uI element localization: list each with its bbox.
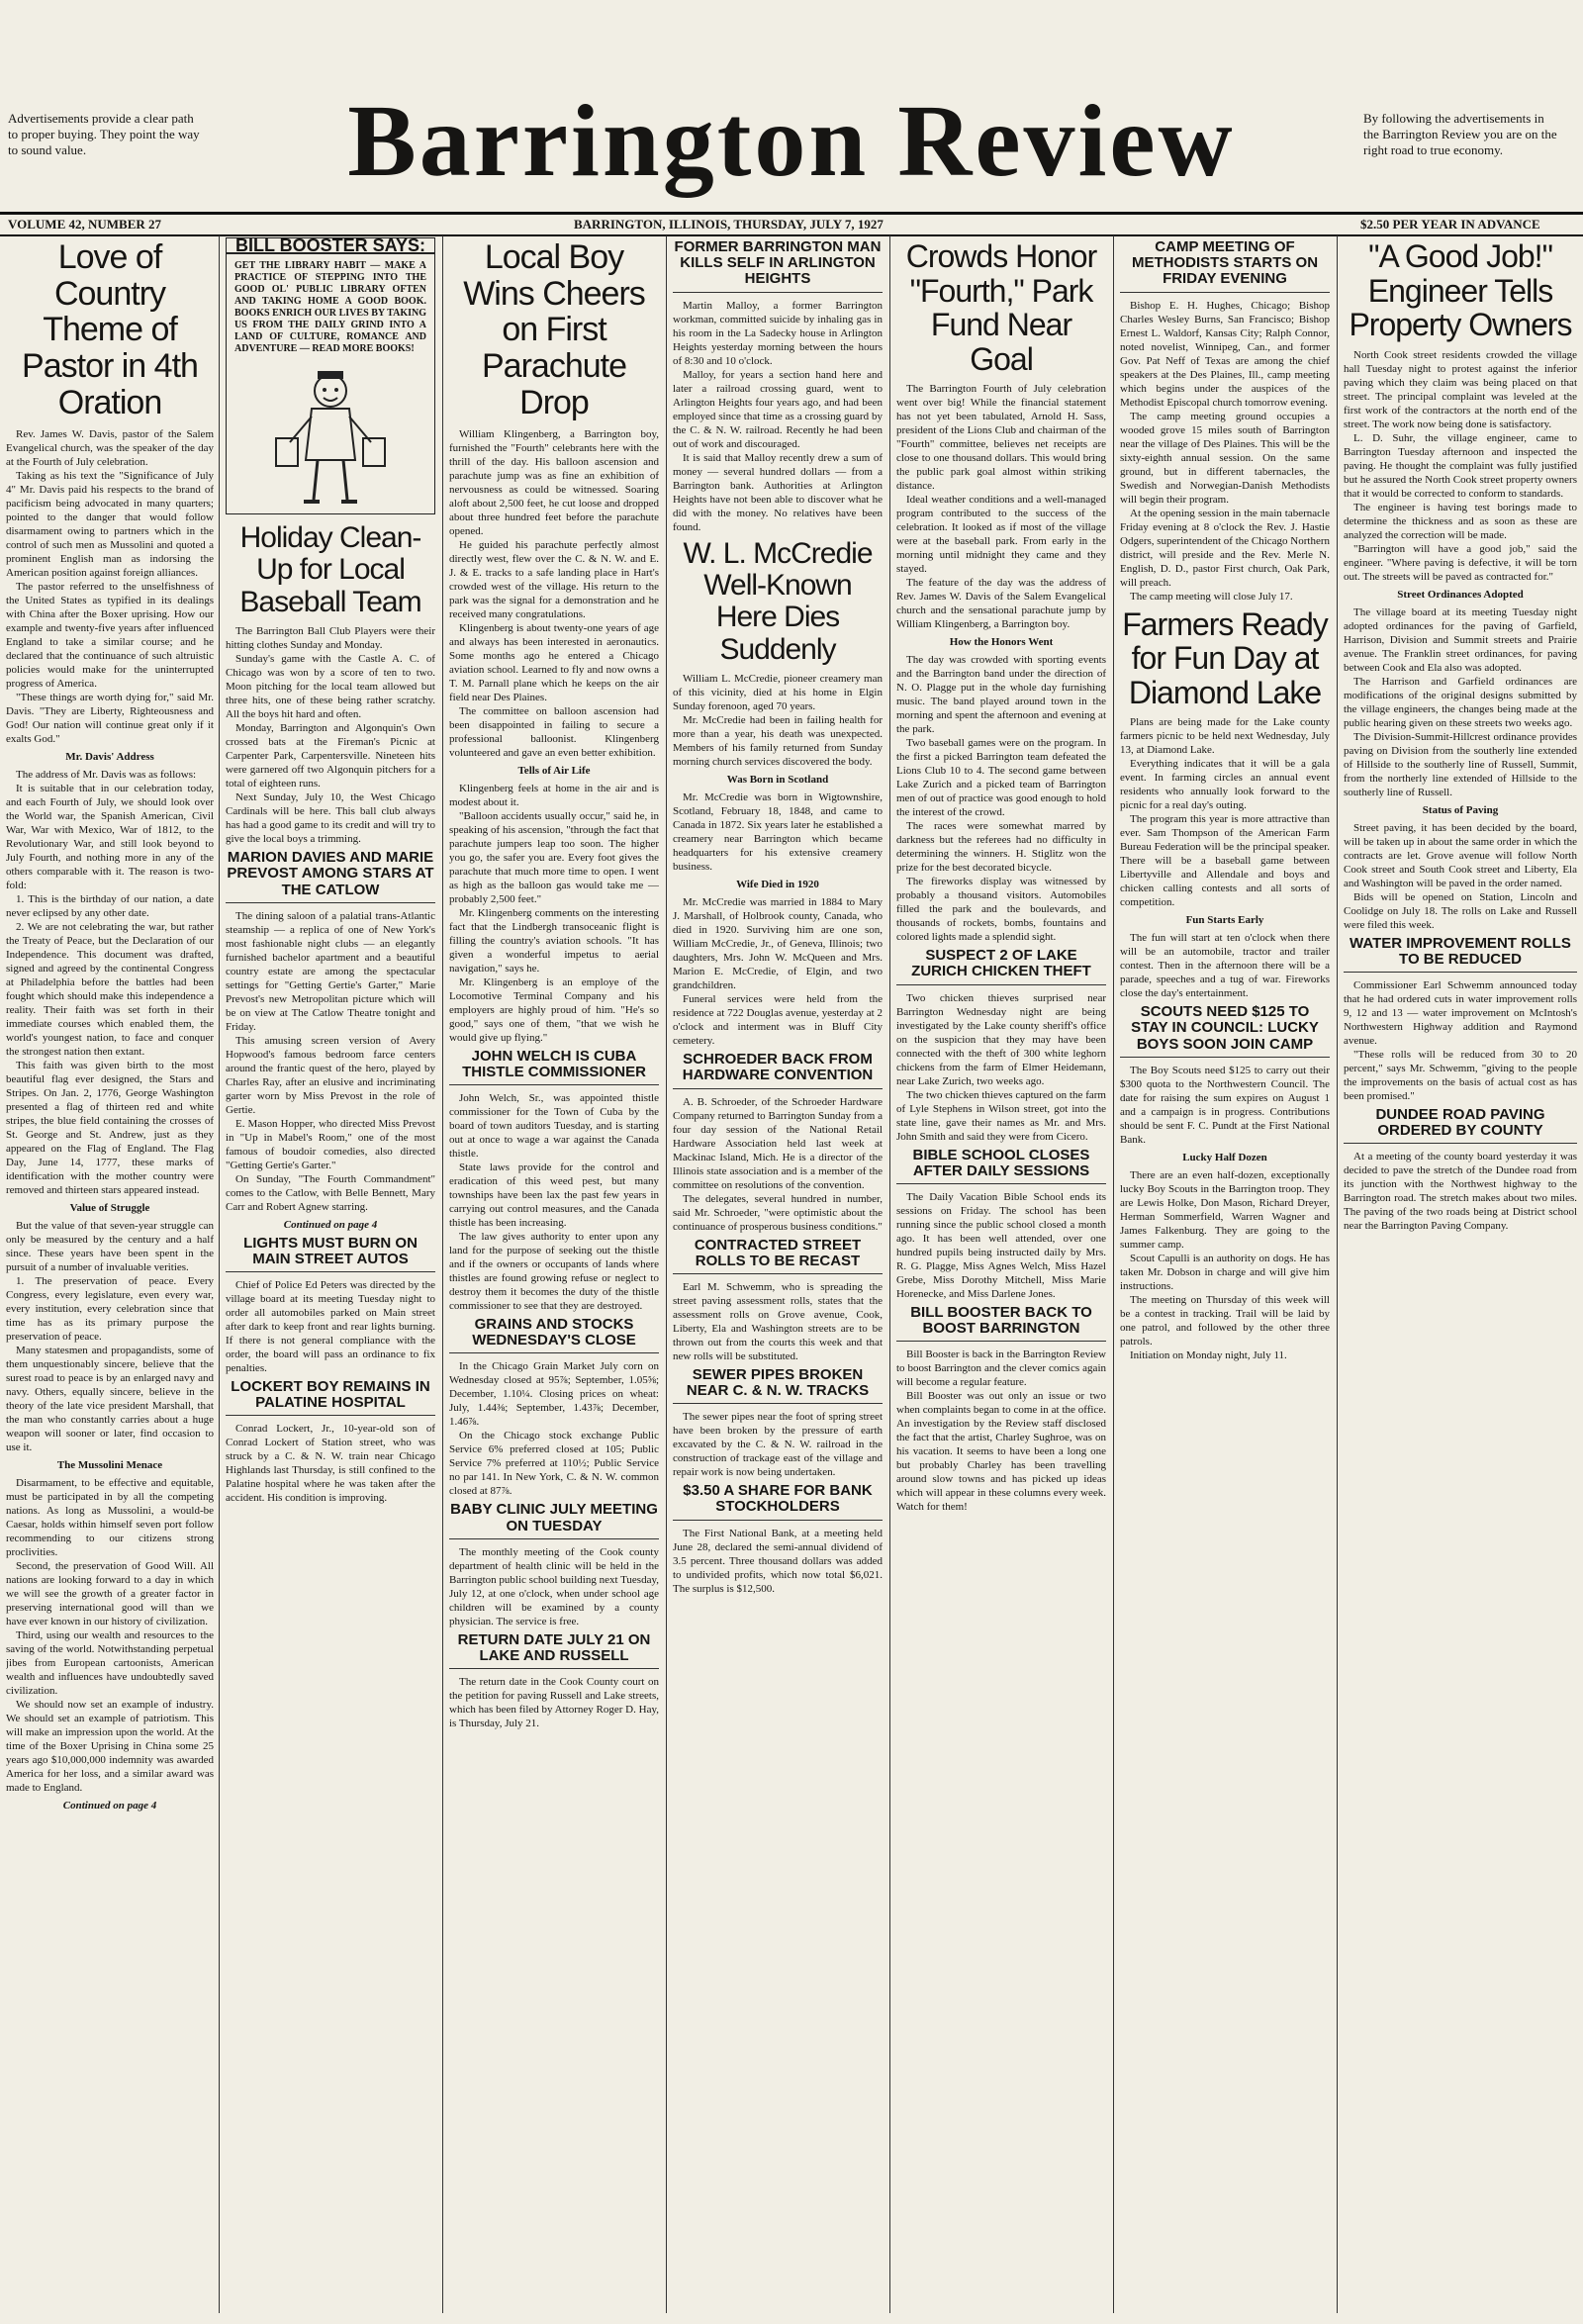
right-ear: By following the advertisements in the Barrington Review you are on the right road to true economy. (1363, 111, 1557, 157)
article-paragraph: The address of Mr. Davis was as follows: (16, 768, 197, 781)
article-paragraph: 1. This is the birthday of our nation, a date never eclipsed by any other date. (6, 892, 214, 919)
article-paragraph: Disarmament, to be effective and equitable, must be participated in by all the competing nations. As long as Mussolini, a would-be Caesar, holds within himself seven port follow recommending to our citizens strong proclivities. (6, 1476, 214, 1558)
article-paragraph: Bill Booster was out only an issue or two when complaints began to come in at the office. An investigation by the Review staff disclosed the fact that the artist, Charley Sughroe, was on his vacation. It seems to have been a long one but probably Charley has been travelling around slow towns and has picked up ideas which will appear in these columns every week. Watch for them! (896, 1390, 1106, 1514)
article-paragraph: Many statesmen and propagandists, some of them unquestionably sincere, believe that the surest road to peace is by an enlarged navy and navy. Others, equally sincere, believe in the theory of the late vice president Marshall, that the man who constantly carries about a huge weapon will sooner or later, find occasion to use it. (6, 1344, 214, 1453)
subhead: Status of Paving (1422, 803, 1499, 816)
article-paragraph: The sewer pipes near the foot of spring street have been broken by the pressure of earth excavated by the C. & N. W. railroad in the construction of trackage east of the village and repair work is now being undertaken. (673, 1411, 883, 1479)
article-paragraph: Third, using our wealth and resources to the saving of the world. Notwithstanding perpetual jibes from European cartoonists, American wealth and influences have undoubtedly saved civilization. (6, 1628, 214, 1697)
article-paragraph: Next Sunday, July 10, the West Chicago Cardinals will be here. This ball club always has had a good game to its credit and will try to give the local boys a trimming. (226, 791, 435, 846)
headline-dundee-road: DUNDEE ROAD PAVING ORDERED BY COUNTY (1344, 1107, 1577, 1144)
bill-booster-figure-icon (227, 361, 434, 510)
column-rule (1337, 235, 1338, 2313)
headline-bible-school: BIBLE SCHOOL CLOSES AFTER DAILY SESSIONS (896, 1148, 1106, 1184)
article-paragraph: 1. The preservation of peace. Every Congress, every legislature, even every war, every institution, every celebration since that time has as its primary purpose the preservation of peace. (6, 1274, 214, 1343)
article-paragraph: The law gives authority to enter upon any land for the purpose of seeking out the thistle and if the owners or occupants of lands where thistles are found growing refuse or neglect to destroy them it becomes the duty of the thistle commissioner to see that they are destroyed. (449, 1230, 659, 1312)
article-paragraph: In the Chicago Grain Market July corn on Wednesday closed at 95⅞; September, 1.05⅝; December, 1.10¼. Closing prices on wheat: July, 1.44⅜; September, 1.43⅞; December, 1.46⅞. (449, 1360, 659, 1429)
bill-booster-cartoon (226, 237, 435, 514)
headline-mccredie: W. L. McCredie Well-Known Here Dies Suddenly (683, 536, 873, 666)
headline-scouts: SCOUTS NEED $125 TO STAY IN COUNCIL: LUCKY BOYS SOON JOIN CAMP (1120, 1004, 1330, 1058)
headline-love-of-country: Love of Country Theme of Pastor in 4th Oration (22, 238, 198, 421)
article-paragraph: The First National Bank, at a meeting held June 28, declared the semi-annual dividend of 3.5 percent. Three thousand dollars was added to undivided profits, which now total $6,021. The surplus is $12,500. (673, 1527, 883, 1595)
column-7 (1344, 235, 1577, 2318)
column-1 (6, 235, 214, 2318)
headline-lockert: LOCKERT BOY REMAINS IN PALATINE HOSPITAL (226, 1379, 435, 1416)
article-paragraph: Initiation on Monday night, July 11. (1130, 1348, 1287, 1361)
article-paragraph: The engineer is having test borings made to determine the thickness and as soon as these are analyzed the correction will be made. (1344, 501, 1577, 541)
headline-catlow: MARION DAVIES AND MARIE PREVOST AMONG STARS AT THE CATLOW (226, 850, 435, 903)
column-6 (1120, 235, 1330, 2318)
article-paragraph: Klingenberg is about twenty-one years of age and always has been interested in aeronautics. Some months ago he entered a Chicago aviation school. Learned to fly and now owns a T. M. Parnall plane which he keeps on the air field near Des Plaines. (449, 621, 659, 703)
article-paragraph: Klingenberg feels at home in the air and is modest about it. (449, 782, 659, 808)
article-paragraph: A. B. Schroeder, of the Schroeder Hardware Company returned to Barrington Sunday from a four day session of the National Retail Hardware Association held last week at Mackinac Island, Mich. He is a director of the Illinois state association and is a member of the committee on resolutions of the convention. (673, 1095, 883, 1191)
left-ear: Advertisements provide a clear path to proper buying. They point the way to sound value. (8, 111, 200, 157)
article-paragraph: The Barrington Fourth of July celebration went over big! While the financial statement has not yet been tabulated, Arnold H. Sass, president of the Lions Club and chairman of the "Fourth" committee, believes net receipts are close to one thousand dollars. This would bring the public park goal almost within striking distance. (896, 383, 1106, 493)
subhead: Fun Starts Early (1185, 914, 1264, 927)
subhead: The Mussolini Menace (56, 1458, 163, 1471)
article-paragraph: The two chicken thieves captured on the farm of Lyle Stephens in Wilson street, got into the state line, gave their names as Mr. and Mrs. John Smith and said they were from Cicero. (896, 1088, 1106, 1143)
article-paragraph: Commissioner Earl Schwemm announced today that he had ordered cuts in water improvement rolls 9, 12 and 13 — water improvement on McIntosh's Northwestern Highway addition and Raymond avenue. (1344, 979, 1577, 1048)
article-paragraph: John Welch, Sr., was appointed thistle commissioner for the Town of Cuba by the board of town auditors Tuesday, and is starting out at once to wage a war against the Canada thistle. (449, 1091, 659, 1160)
article-paragraph: Plans are being made for the Lake county farmers picnic to be held next Wednesday, July 13, at Diamond Lake. (1120, 716, 1330, 757)
article-paragraph: "These things are worth dying for," said Mr. Davis. "They are Liberty, Righteousness and God! Our nation will continue great only if it exalts God." (6, 691, 214, 745)
column-4 (673, 235, 883, 2318)
article-paragraph: Street paving, it has been decided by the board, will be taken up in about the same order in which the contracts are let. Grove avenue will follow North Cook street and South Cook street and Liberty, Ela and Washington will be paved in the order named. (1344, 821, 1577, 889)
subscription-price: $2.50 PER YEAR IN ADVANCE (1360, 217, 1540, 232)
article-paragraph: The fireworks display was witnessed by probably a thousand visitors. Automobiles filled the park and the boulevards, and thousands of rockets, bombs, fountains and colored lights made a splendid sight. (896, 876, 1106, 944)
subhead: Tells of Air Life (517, 764, 591, 777)
article-paragraph: The delegates, several hundred in number, said Mr. Schroeder, "were optimistic about the continuance of prosperous business conditions." (673, 1192, 883, 1233)
article-paragraph: This amusing screen version of Avery Hopwood's famous bedroom farce centers around the frantic quest of the hero, played by Charles Ray, after an elusive and incriminating garter worn by Miss Prevost in the role of Gertie. (226, 1034, 435, 1116)
column-rule (889, 235, 890, 2313)
article-paragraph: On the Chicago stock exchange Public Service 6% preferred closed at 105; Public Service 7% preferred at 110½; Public Service no par 141. In New York, C. & N. W. common closed at 87⅞. (449, 1430, 659, 1498)
article-paragraph: Ideal weather conditions and a well-managed program contributed to the success of the celebration. It looked as if most of the village were at the baseball park. From early in the morning until midnight they came and they stayed. (896, 494, 1106, 576)
article-paragraph: E. Mason Hopper, who directed Miss Prevost in "Up in Mabel's Room," one of the most famous of boudoir comedies, also directed "Getting Gertie's Garter." (226, 1117, 435, 1171)
article-paragraph: The Barrington Ball Club Players were their hitting clothes Sunday and Monday. (226, 625, 435, 652)
article-paragraph: Scout Capulli is an authority on dogs. He has taken Mr. Dobson in charge and will give him instructions. (1120, 1252, 1330, 1292)
article-paragraph: Conrad Lockert, Jr., 10-year-old son of Conrad Lockert of Station street, who was struck by a C. & N. W. train near Chicago Highlands last Thursday, is still confined to the Palatine hospital where he was taken after the accident. His condition is improving. (226, 1423, 435, 1505)
folio-line (0, 212, 1583, 236)
article-paragraph: State laws provide for the control and eradication of this weed pest, but many townships have been lax the past few years in carrying out control measures, and the Canada thistle has been increasing. (449, 1161, 659, 1229)
article-paragraph: Martin Malloy, a former Barrington workman, committed suicide by inhaling gas in his room in the La Sadecky house in Arlington Heights yesterday morning between the hours of 8:30 and 10 o'clock. (673, 299, 883, 367)
column-rule (1113, 235, 1114, 2313)
headline-return-date: RETURN DATE JULY 21 ON LAKE AND RUSSELL (449, 1632, 659, 1669)
article-paragraph: Bishop E. H. Hughes, Chicago; Bishop Charles Wesley Burns, San Francisco; Bishop Ernest L. Waldorf, Kansas City; Ralph Connor, noted novelist, Winnipeg, Can., and former Gov. Pat Neff of Texas are among the chief speakers at the Des Plaines, Ill., camp meeting which begins under the auspices of the Methodist Episcopal church tomorrow evening. (1120, 299, 1330, 409)
article-paragraph: "Balloon accidents usually occur," said he, in speaking of his ascension, "through the fact that parachute jumpers leap too soon. The higher you go, the safer you are. Every foot gives the parachute that much more time to open. I went as high as the balloon gas would take me — probably 2,500 feet." (449, 809, 659, 905)
column-rule (666, 235, 667, 2313)
article-paragraph: Mr. McCredie was married in 1884 to Mary J. Marshall, of Holbrook county, Canada, who died in 1920. Surviving him are one son, William McCredie, Jr., of Geneva, Illinois; two daughters, Mrs. John W. McQueen and Mrs. Marion E. McCredie, of Elgin, and two grandchildren. (673, 896, 883, 992)
article-paragraph: Taking as his text the "Significance of July 4" Mr. Davis paid his respects to the brand of pacificism being advocated in many quarters; pointed to the danger that would follow disarmament owing to partners which in the control of such men as Mussolini and quoted a prominent English man as indorsing the American position against foreign alliances. (6, 469, 214, 579)
article-paragraph: North Cook street residents crowded the village hall Tuesday night to protest against the inferior paving which they claim was being placed on that street. The principal complaint was leveled at the first work of the contractors at the north end of the street. The work now being done is satisfactory. (1344, 348, 1577, 430)
article-paragraph: It is suitable that in our celebration today, and each Fourth of July, we should look over the World war, the Spanish American, Civil War, War with Mexico, War of 1812, to the Revolutionary War, and still look beyond to July Fourth, and nothing more in any of the others comparable with it. The reason is two-fold: (6, 782, 214, 891)
article-paragraph: The pastor referred to the unselfishness of the United States as typified in its dealings with China after the Boxer uprising. How our example and twenty-five years after influenced England to take a similar course; and he declared that the continuance of such altruistic policies would make for the uninterrupted progress of America. (6, 580, 214, 690)
article-paragraph: On Sunday, "The Fourth Commandment" comes to the Catlow, with Belle Bennett, Mary Carr and Robert Agnew starring. (226, 1172, 435, 1213)
article-paragraph: At a meeting of the county board yesterday it was decided to pave the stretch of the Dundee road from its junction with the Northwest highway to the Barrington road. The stretch makes about two miles. The paving of the two roads being at District school near the Barrington Paving Company. (1344, 1151, 1577, 1233)
article-paragraph: Mr. Klingenberg comments on the interesting fact that the Lindbergh transoceanic flight is filling the country's aviation schools. "It has given a wonderful impetus to aerial navigation," says he. (449, 906, 659, 975)
article-paragraph: Mr. McCredie had been in failing health for more than a year, his death was unexpected. Members of his family returned from Sunday morning church services discovered the body. (673, 714, 883, 769)
volume-number: VOLUME 42, NUMBER 27 (8, 217, 162, 232)
cartoon-title: BILL BOOSTER SAYS: (227, 238, 434, 254)
article-paragraph: This faith was given birth to the most beautiful flag ever designed, the Stars and Stripes. On Jan. 2, 1776, George Washington presented a flag of thirteen red and white stripes, the blue field containing the crosses of St. George and St. Andrew, just as they appeared on the Flag of England. The Flag Day, June 14, 1777, these marks of identification with the mother country were removed and thirteen stars appeared instead. (6, 1059, 214, 1196)
article-paragraph: Bill Booster is back in the Barrington Review to boost Barrington and the clever comics again will become a regular feature. (896, 1348, 1106, 1389)
article-paragraph: Chief of Police Ed Peters was directed by the village board at its meeting Tuesday night to order all automobiles parked on Main street after dark to keep front and rear lights burning. If there is not general compliance with the order, the board will pass an ordinance to fix penalties. (226, 1279, 435, 1375)
column-2 (226, 235, 435, 2318)
article-paragraph: Monday, Barrington and Algonquin's Own crossed bats at the Fireman's Picnic at Carpenter Park, Carpentersville. Nineteen hits were garnered off two Algonquin pitchers for a total of eighteen runs. (226, 722, 435, 790)
article-paragraph: Funeral services were held from the residence at 722 Douglas avenue, yesterday at 2 o'clock and interment was in Bluff City cemetery. (673, 993, 883, 1048)
article-paragraph: "These rolls will be reduced from 30 to 20 percent," says Mr. Schwemm, "giving to the people the improvements on the basis of actual cost as has been promised." (1344, 1049, 1577, 1103)
article-paragraph: The monthly meeting of the Cook county department of health clinic will be held in the Barrington public school building next Tuesday, July 12, at one o'clock, when under school age children will be examined by a county physician. The service is free. (449, 1545, 659, 1627)
article-paragraph: Sunday's game with the Castle A. C. of Chicago was won by a score of ten to two. Moon pitching for the local team allowed but three hits, one of these being rather scratchy. All the boys hit hard and often. (226, 653, 435, 721)
dateline: BARRINGTON, ILLINOIS, THURSDAY, JULY 7, 1927 (574, 217, 884, 232)
headline-water-rolls: WATER IMPROVEMENT ROLLS TO BE REDUCED (1344, 936, 1577, 973)
article-paragraph: The camp meeting ground occupies a wooded grove 15 miles south of Barrington near the village of Des Plaines. This will be the sixty-eighth annual session. On the same ground, but in different tabernacles, the Swedish and Norwegian-Danish Methodists will begin their program. (1120, 410, 1330, 506)
article-paragraph: Mr. Klingenberg is an employe of the Locomotive Terminal Company and his employers are highly proud of him. "He's so good," says one of them, "that we wish he would give up flying." (449, 976, 659, 1044)
article-paragraph: The meeting on Thursday of this week will be a contest in tracking. Trail will be laid by one patrol, and followed by the other three patrols. (1120, 1293, 1330, 1348)
subhead: Lucky Half Dozen (1182, 1151, 1267, 1163)
masthead-title: Barrington Review (347, 84, 1236, 198)
article-paragraph: Malloy, for years a section hand here and later a railroad crossing guard, went to Arlington Heights four years ago, and had been employed since that time as a crossing guard by the C. & N. W. railroad. Recently he had been out of work and discouraged. (673, 368, 883, 450)
column-5 (896, 235, 1106, 2318)
article-paragraph: At the opening session in the main tabernacle Friday evening at 8 o'clock the Rev. J. Hastie Odgers, superintendent of the Chicago Northern district, will preside and the Rev. Merle N. English, D. D., pastor First church, Oak Park, will preach. (1120, 507, 1330, 589)
headline-street-rolls: CONTRACTED STREET ROLLS TO BE RECAST (673, 1238, 883, 1274)
article-paragraph: The Boy Scouts need $125 to carry out their $300 quota to the Northwestern Council. The date for raising the sum expires on August 1 and a campaign is in progress. Contributions should be sent F. C. Pundt at the First National Bank. (1120, 1064, 1330, 1146)
article-paragraph: Mr. McCredie was born in Wigtownshire, Scotland, February 18, 1848, and came to Canada in 1872. Six years later he established a creamery near Barrington which became headquarters for his extensive creamery business. (673, 791, 883, 874)
headline-schroeder: SCHROEDER BACK FROM HARDWARE CONVENTION (673, 1052, 883, 1088)
headline-parachute: Local Boy Wins Cheers on First Parachute Drop (463, 238, 645, 421)
headline-malloy: FORMER BARRINGTON MAN KILLS SELF IN ARLINGTON HEIGHTS (673, 239, 883, 293)
article-paragraph: But the value of that seven-year struggle can only be measured by the century and a half since. These years have been spent in the pursuit of a number of invaluable verities. (6, 1219, 214, 1273)
subhead: How the Honors Went (949, 636, 1054, 649)
article-paragraph: The Daily Vacation Bible School ends its sessions on Friday. The school has been running since the public school closed a month ago. It has been well attended, over one hundred pupils being instructed daily by Mrs. R. G. Plagge, Miss Agnes Welch, Miss Hazel Grebe, Miss Dorothy Mitchell, Miss Marie Horenecke, and Miss Darlene Jones. (896, 1190, 1106, 1300)
article-paragraph: The Harrison and Garfield ordinances are modifications of the original designs submitted by the village engineers, the changes being made at the public hearing given on these streets two weeks ago. (1344, 675, 1577, 729)
headline-crowds: Crowds Honor "Fourth," Park Fund Near Goal (905, 238, 1097, 377)
article-paragraph: The Division-Summit-Hillcrest ordinance provides paving on Division from the southerly line extended of Hillside to the southerly line of Russell, Summit, from the northerly line extended of Hillside to the southerly line of Russell. (1344, 730, 1577, 798)
headline-farmers: Farmers Ready for Fun Day at Diamond Lake (1122, 605, 1328, 710)
article-paragraph: The day was crowded with sporting events and the Barrington band under the direction of N. O. Plagge put in the whole day furnishing music. The band played around town in the morning and spent the afternoon and evening at the park. (896, 654, 1106, 736)
article-paragraph: Rev. James W. Davis, pastor of the Salem Evangelical church, was the speaker of the day at the Fourth of July celebration. (6, 427, 214, 468)
article-paragraph: There are an even half-dozen, exceptionally lucky Boy Scouts in the Barrington troop. They are Lewis Holke, Don Mason, Richard Dreyer, Herman Sommerfield, Warren Wagner and James Falkenburg. They are going to the summer camp. (1120, 1168, 1330, 1251)
article-paragraph: We should now set an example of industry. We should set an example of patriotism. This will make an impression upon the world. At the time of the Boxer Uprising in China some 25 years ago $10,000,000 indemnity was awarded America for her loss, and a similar award was made to England. (6, 1698, 214, 1794)
subhead: Mr. Davis' Address (65, 750, 154, 763)
article-paragraph: Earl M. Schwemm, who is spreading the street paving assessment rolls, states that the assessment rolls on Grove avenue, Cook, Liberty, Ela and Washington streets are to be thrown out from the courts this week and that new rolls will be substituted. (673, 1280, 883, 1362)
article-paragraph: Second, the preservation of Good Will. All nations are looking forward to a day in which we will see the growth of a greater factor in preserving international good will than we have ever known in our history of civilization. (6, 1559, 214, 1627)
article-paragraph: "Barrington will have a good job," said the engineer. "Where paving is defective, it will be torn out. The streets will be paved as contracted for." (1344, 542, 1577, 583)
article-paragraph: The return date in the Cook County court on the petition for paving Russell and Lake streets, which has been filed by Attorney Roger D. Hay, is Thursday, July 21. (449, 1676, 659, 1730)
headline-lights: LIGHTS MUST BURN ON MAIN STREET AUTOS (226, 1236, 435, 1272)
column-rule (442, 235, 443, 2313)
continued-note: Continued on page 4 (283, 1218, 378, 1231)
article-paragraph: It is said that Malloy recently drew a sum of money — several hundred dollars — from a Barrington bank. Authorities at Arlington Heights have not been able to discover what he did with the money. No relatives have been found. (673, 451, 883, 533)
article-paragraph: L. D. Suhr, the village engineer, came to Barrington Tuesday afternoon and inspected the paving. He thought the complaint was fully justified but he assured the North Cook street property owners that it would be corrected to conform to standards. (1344, 431, 1577, 500)
article-paragraph: The program this year is more attractive than ever. Sam Thompson of the American Farm Bureau Federation will be the principal speaker. There will be a baseball game between Libertyville and Allendale and boys and chicken calling contests and all sorts of competition. (1120, 813, 1330, 909)
article-paragraph: William L. McCredie, pioneer creamery man of this vicinity, died at his home in Elgin Sunday forenoon, aged 70 years. (673, 673, 883, 713)
subhead: Street Ordinances Adopted (1397, 588, 1524, 601)
column-rule (219, 235, 220, 2313)
subhead: Value of Struggle (69, 1201, 150, 1214)
article-paragraph: The fun will start at ten o'clock when there will be an automobile, tractor and trailer contest. Then in the afternoon there will be a parade, speeches and a tug of war. Fireworks close the day's entertainment. (1120, 932, 1330, 1000)
headline-baby-clinic: BABY CLINIC JULY MEETING ON TUESDAY (449, 1502, 659, 1538)
article-paragraph: Everything indicates that it will be a gala event. In farming circles an annual event residents who annually look forward to the picnic for a real day's outing. (1120, 758, 1330, 812)
cartoon-speech: GET THE LIBRARY HABIT — MAKE A PRACTICE OF STEPPING INTO THE GOOD OL' PUBLIC LIBRARY OFTEN AND TAKING HOME A GOOD BOOK. BOOKS ENRICH OUR LIVES BY TAKING US FROM THE DAILY GRIND INTO A LAND OF CULTURE, ROMANCE AND ADVENTURE — READ MORE BOOKS! (234, 260, 426, 354)
article-paragraph: 2. We are not celebrating the war, but rather the Treaty of Peace, but the Declaration of our Independence. This document was drafted, signed and agreed by the continental Congress at Philadelphia before the battles had been fought which should make this independence a reality. Their faith was set forth in their immediate courses which enabled them, the world's youngest nation, to face and conquer the strongest nation then extant. (6, 920, 214, 1058)
subhead: Was Born in Scotland (726, 774, 829, 787)
article-paragraph: Two chicken thieves surprised near Barrington Wednesday night are being investigated by the Lake county sheriff's office on the suspicion that they may have been connected with the theft of 300 white leghorn chickens from the farm of Elmer Heidemann, near Lake Zurich, two weeks ago. (896, 991, 1106, 1087)
column-3 (449, 235, 659, 2318)
article-paragraph: The dining saloon of a palatial trans-Atlantic steamship — a replica of one of New York's most fashionable night clubs — an elegantly furnished bachelor apartment and a beautiful country estate are among the spectacular settings for "Getting Gertie's Garter," Marie Prevost's new Metropolitan picture which will be on view at The Catlow Theatre tonight and Friday. (226, 909, 435, 1033)
headline-bill-booster-back: BILL BOOSTER BACK TO BOOST BARRINGTON (896, 1305, 1106, 1342)
headline-grains: GRAINS AND STOCKS WEDNESDAY'S CLOSE (449, 1317, 659, 1353)
headline-thistle: JOHN WELCH IS CUBA THISTLE COMMISSIONER (449, 1049, 659, 1085)
article-paragraph: William Klingenberg, a Barrington boy, furnished the "Fourth" celebrants here with the thrill of the day. His balloon ascension and parachute jump was as fine an exhibition of nervousness as could be witnessed. Soaring aloft about 2,500 feet, he cut loose and dropped about three hundred feet before the parachute opened. (449, 427, 659, 537)
article-paragraph: The village board at its meeting Tuesday night adopted ordinances for the paving of Garfield, Harrison, Division and Summit streets and Prairie avenue. The Franklin street ordinances, for paving between Cook and Ela also was adopted. (1344, 605, 1577, 674)
article-paragraph: The races were somewhat marred by darkness but the referees had no difficulty in determining the winners. H. Stiglitz won the prize for the best decorated bicycle. (896, 820, 1106, 875)
headline-chicken-theft: SUSPECT 2 OF LAKE ZURICH CHICKEN THEFT (896, 948, 1106, 984)
article-paragraph: Two baseball games were on the program. In the first a picked Barrington team defeated the Lions Club 10 to 4. The second game between Lake Zurich and a picked team of Barrington men of out of practice was good enough to hold the interest of the crowd. (896, 737, 1106, 819)
headline-baseball: Holiday Clean-Up for Local Baseball Team (239, 521, 421, 618)
article-paragraph: The committee on balloon ascension had been disappointed in failing to secure a professional balloonist. Klingenberg volunteered and gave an even better exhibition. (449, 704, 659, 759)
headline-bank: $3.50 A SHARE FOR BANK STOCKHOLDERS (673, 1483, 883, 1520)
headline-good-job: "A Good Job!" Engineer Tells Property Owners (1349, 238, 1572, 343)
article-paragraph: The camp meeting will close July 17. (1130, 590, 1293, 603)
article-paragraph: He guided his parachute perfectly almost directly west, flew over the C. & N. W. and E. J. & E. tracks to a safe landing place in Hart's crowded west of the village. His return to the park was the signal for a demonstration and he received many congratulations. (449, 538, 659, 620)
article-paragraph: The feature of the day was the address of Rev. James W. Davis of the Salem Evangelical church and the sensational parachute jump by William Klingenberg, a Barrington boy. (896, 577, 1106, 631)
headline-sewer: SEWER PIPES BROKEN NEAR C. & N. W. TRACKS (673, 1367, 883, 1404)
article-paragraph: Bids will be opened on Station, Lincoln and Coolidge on July 18. The rolls on Lake and Russell were filed this week. (1344, 890, 1577, 931)
continued-note: Continued on page 4 (62, 1799, 157, 1812)
subhead: Wife Died in 1920 (736, 879, 819, 891)
headline-camp-meeting: CAMP MEETING OF METHODISTS STARTS ON FRIDAY EVENING (1120, 239, 1330, 293)
